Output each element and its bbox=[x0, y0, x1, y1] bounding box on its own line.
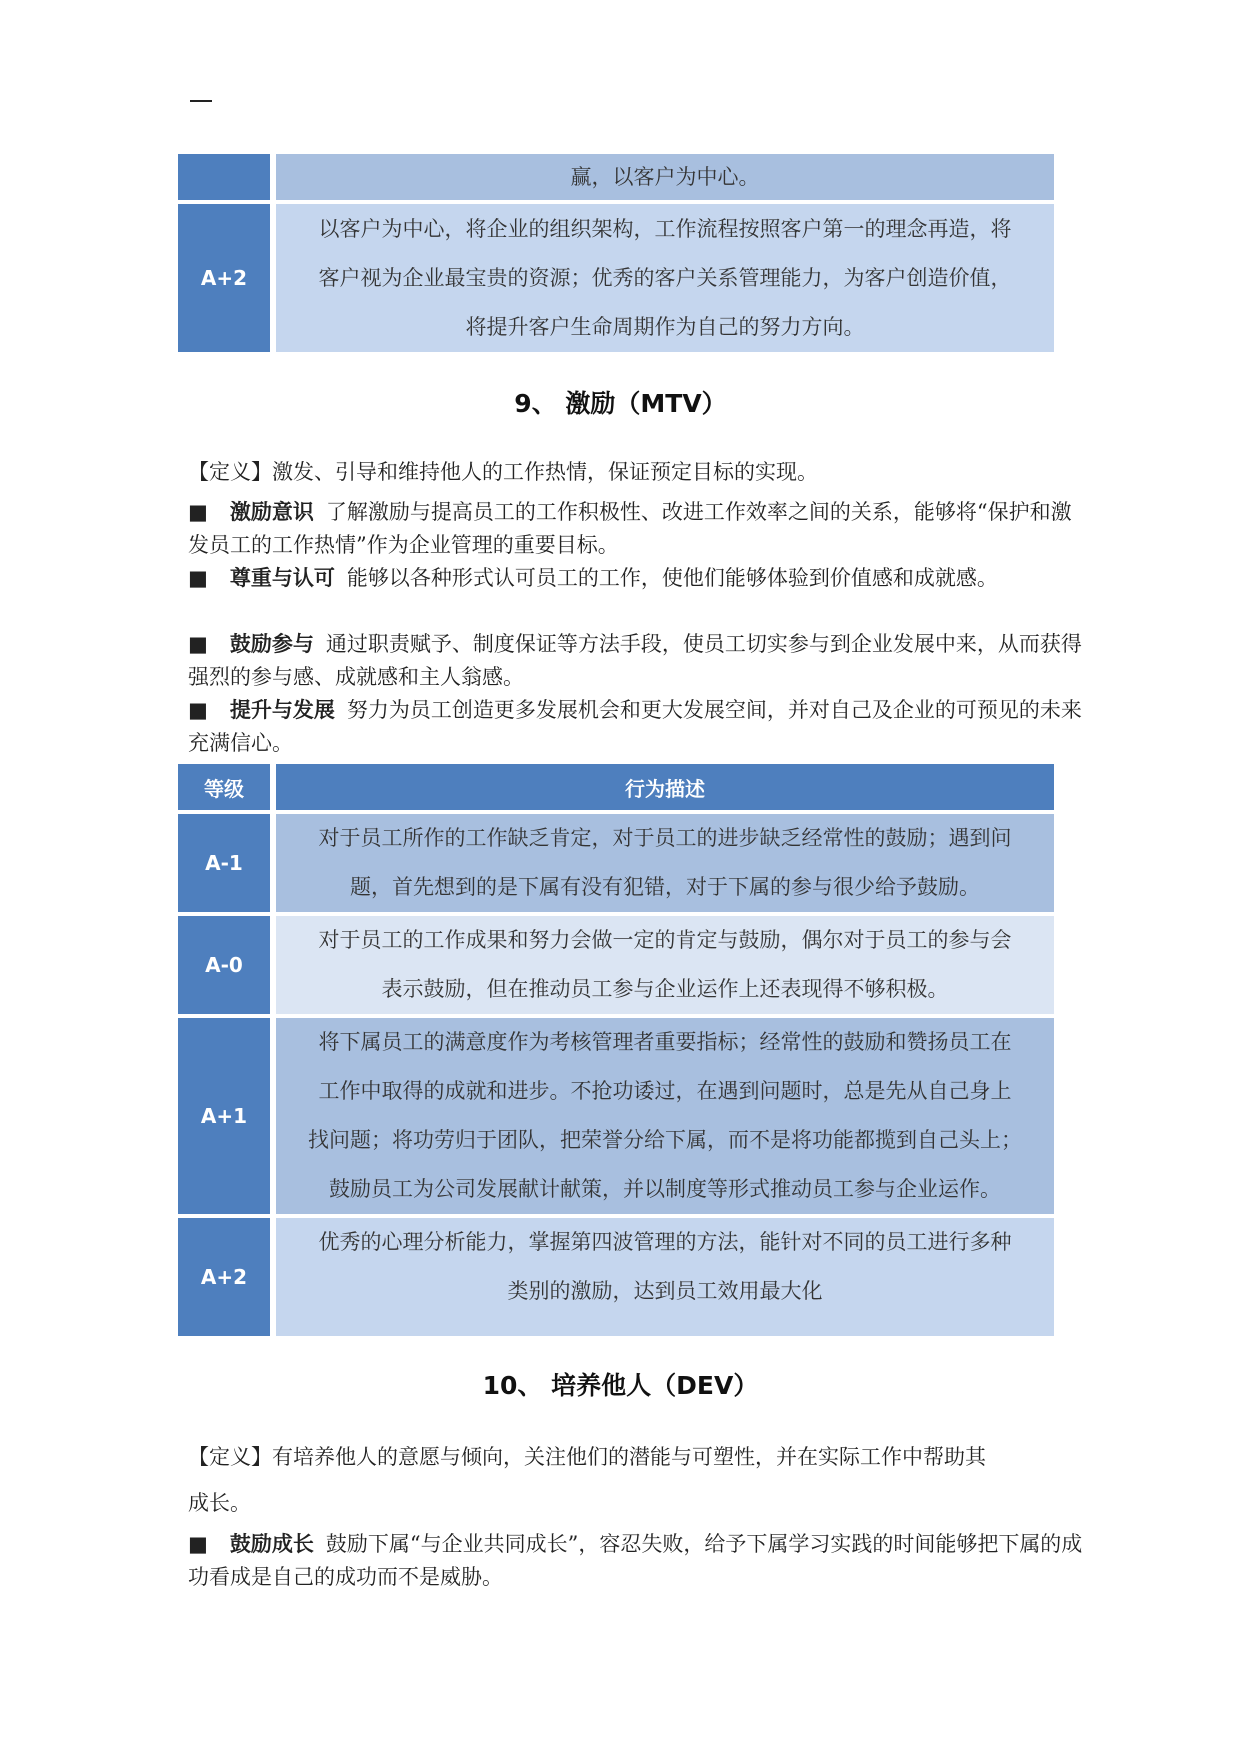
header-level: 等级 bbox=[178, 764, 270, 810]
bullet-item bbox=[188, 496, 1088, 562]
motivation-level-table bbox=[172, 760, 1060, 1340]
section-10-definition bbox=[188, 1434, 1088, 1526]
bullet-item bbox=[188, 628, 1088, 694]
square-bullet-icon: ■ bbox=[188, 500, 208, 524]
table-row bbox=[178, 154, 1054, 200]
bullet-item bbox=[188, 562, 1088, 595]
level-cell: A+1 bbox=[178, 1018, 270, 1214]
square-bullet-icon: ■ bbox=[188, 566, 208, 590]
bullet-item bbox=[188, 1528, 1088, 1594]
desc-line: 工作中取得的成就和进步。不抢功诿过，在遇到问题时，总是先从自己身上 bbox=[318, 1079, 1012, 1103]
table-row bbox=[178, 1018, 1054, 1214]
desc-line: 客户视为企业最宝贵的资源；优秀的客户关系管理能力，为客户创造价值， bbox=[318, 265, 1012, 290]
table-row bbox=[178, 814, 1054, 912]
desc-cell bbox=[276, 1018, 1054, 1214]
header-dash bbox=[190, 100, 212, 102]
desc-cell bbox=[276, 814, 1054, 912]
table-header-row bbox=[178, 764, 1054, 810]
level-cell: A+2 bbox=[178, 1218, 270, 1336]
desc-line: 类别的激励，达到员工效用最大化 bbox=[507, 1279, 823, 1303]
bullet-text: 能够以各种形式认可员工的工作，使他们能够体验到价值感和成就感。 bbox=[346, 566, 998, 590]
desc-line: 以客户为中心，将企业的组织架构，工作流程按照客户第一的理念再造，将 bbox=[318, 216, 1012, 241]
bullet-text: 努力为员工创造更多发展机会和更大发展空间，并对自己及企业的可预见的未来充满信心。 bbox=[188, 698, 1082, 755]
level-cell bbox=[178, 154, 270, 200]
desc-cell bbox=[276, 916, 1054, 1014]
level-cell: A-0 bbox=[178, 916, 270, 1014]
desc-cell bbox=[276, 1218, 1054, 1336]
bullet-text: 了解激励与提高员工的工作积极性、改进工作效率之间的关系，能够将“保护和激发员工的工作热情”作为企业管理的重要目标。 bbox=[188, 500, 1072, 557]
bullet-text: 通过职责赋予、制度保证等方法手段，使员工切实参与到企业发展中来，从而获得强烈的参与感、成就感和主人翁感。 bbox=[188, 632, 1082, 689]
level-cell: A+2 bbox=[178, 204, 270, 352]
bullet-term: 鼓励参与 bbox=[229, 632, 314, 656]
bullet-term: 激励意识 bbox=[229, 500, 314, 524]
desc-line: 将下属员工的满意度作为考核管理者重要指标；经常性的鼓励和赞扬员工在 bbox=[318, 1030, 1012, 1054]
section-9-definition: 【定义】激发、引导和维持他人的工作热情，保证预定目标的实现。 bbox=[188, 460, 818, 484]
bullet-item bbox=[188, 694, 1088, 760]
table-row bbox=[178, 916, 1054, 1014]
desc-cell bbox=[276, 204, 1054, 352]
definition-line: 【定义】有培养他人的意愿与倾向，关注他们的潜能与可塑性，并在实际工作中帮助其 bbox=[188, 1445, 986, 1469]
header-desc: 行为描述 bbox=[276, 764, 1054, 810]
table-row bbox=[178, 1218, 1054, 1336]
desc-line: 优秀的心理分析能力，掌握第四波管理的方法，能针对不同的员工进行多种 bbox=[318, 1230, 1012, 1254]
desc-line: 将提升客户生命周期作为自己的努力方向。 bbox=[465, 314, 865, 339]
desc-line: 赢，以客户为中心。 bbox=[570, 165, 760, 189]
square-bullet-icon: ■ bbox=[188, 1532, 208, 1556]
bullet-term: 尊重与认可 bbox=[229, 566, 335, 590]
square-bullet-icon: ■ bbox=[188, 698, 208, 722]
desc-line: 找问题；将功劳归于团队，把荣誉分给下属，而不是将功能都揽到自己头上； bbox=[308, 1128, 1022, 1152]
section-9-title: 9、 激励（MTV） bbox=[514, 389, 727, 418]
desc-line: 对于员工的工作成果和努力会做一定的肯定与鼓励，偶尔对于员工的参与会 bbox=[318, 928, 1012, 952]
definition-line: 成长。 bbox=[188, 1491, 251, 1515]
section-10-title: 10、 培养他人（DEV） bbox=[482, 1371, 759, 1400]
bullet-term: 提升与发展 bbox=[229, 698, 335, 722]
square-bullet-icon: ■ bbox=[188, 632, 208, 656]
level-cell: A-1 bbox=[178, 814, 270, 912]
customer-focus-table bbox=[172, 150, 1060, 356]
desc-line: 对于员工所作的工作缺乏肯定，对于员工的进步缺乏经常性的鼓励；遇到问 bbox=[318, 826, 1012, 850]
table-row bbox=[178, 204, 1054, 352]
bullet-text: 鼓励下属“与企业共同成长”，容忍失败，给予下属学习实践的时间能够把下属的成功看成是自己的成功而不是威胁。 bbox=[188, 1532, 1083, 1589]
desc-line: 鼓励员工为公司发展献计献策，并以制度等形式推动员工参与企业运作。 bbox=[329, 1177, 1001, 1201]
desc-line: 题，首先想到的是下属有没有犯错，对于下属的参与很少给予鼓励。 bbox=[350, 875, 980, 899]
bullet-term: 鼓励成长 bbox=[229, 1532, 314, 1556]
desc-line: 表示鼓励，但在推动员工参与企业运作上还表现得不够积极。 bbox=[381, 977, 949, 1001]
desc-cell bbox=[276, 154, 1054, 200]
